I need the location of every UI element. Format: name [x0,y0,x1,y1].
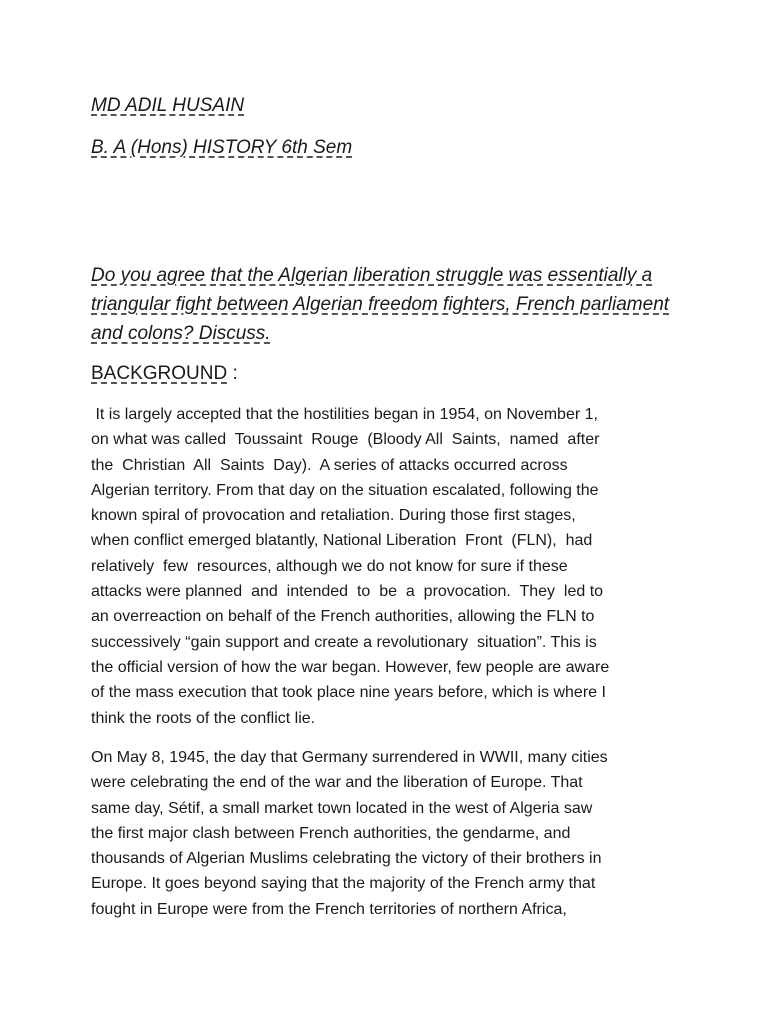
paragraph-line: the official version of how the war began. However, few people are aware [91,658,610,676]
paragraph-line: attacks were planned and intended to be a provocation. They led to [91,583,604,601]
paragraph-1 [91,402,609,731]
paragraph-line: think the roots of the conflict lie. [91,709,316,727]
section-heading-colon: : [227,363,238,384]
paragraph-line: of the mass execution that took place nine years before, which is where I [91,684,606,702]
section-heading-label: BACKGROUND [91,363,228,384]
paragraph-line: when conflict emerged blatantly, National Liberation Front (FLN), had [91,532,593,550]
paragraph-line: same day, Sétif, a small market town located in the west of Algeria saw [91,799,593,817]
paragraph-line: Algerian territory. From that day on the situation escalated, following the [91,481,599,499]
paragraph-line: fought in Europe were from the French territories of northern Africa, [91,900,567,918]
paragraph-2 [91,745,608,922]
paragraph-line: were celebrating the end of the war and the liberation of Europe. That [91,774,583,792]
paragraph-line: an overreaction on behalf of the French authorities, allowing the FLN to [91,608,595,626]
paragraph-line: relatively few resources, although we do not know for sure if these [91,557,568,575]
paragraph-line: on what was called Toussaint Rouge (Bloody All Saints, named after [91,431,600,449]
paragraph-line: thousands of Algerian Muslims celebrating the victory of their brothers in [91,850,602,868]
paragraph-line: known spiral of provocation and retaliation. During those first stages, [91,507,576,525]
paragraph-line: It is largely accepted that the hostilities began in 1954, on November 1, [91,406,598,423]
paragraph-line: Europe. It goes beyond saying that the majority of the French army that [91,875,596,893]
paragraph-line: the Christian All Saints Day). A series of attacks occurred across [91,456,568,474]
paragraph-line: successively “gain support and create a revolutionary situation”. This is [91,633,597,651]
section-heading [91,362,238,386]
paragraph-line: On May 8, 1945, the day that Germany surrendered in WWII, many cities [91,749,608,766]
essay-question: Do you agree that the Algerian liberation struggle was essentially a triangular fight between Algerian freedom fighters, French parliament and colons? Discuss. [91,265,670,344]
paragraph-line: the first major clash between French authorities, the gendarme, and [91,824,571,842]
author-name: MD ADIL HUSAIN [91,95,245,116]
course-line: B. A (Hons) HISTORY 6th Sem [91,137,353,158]
